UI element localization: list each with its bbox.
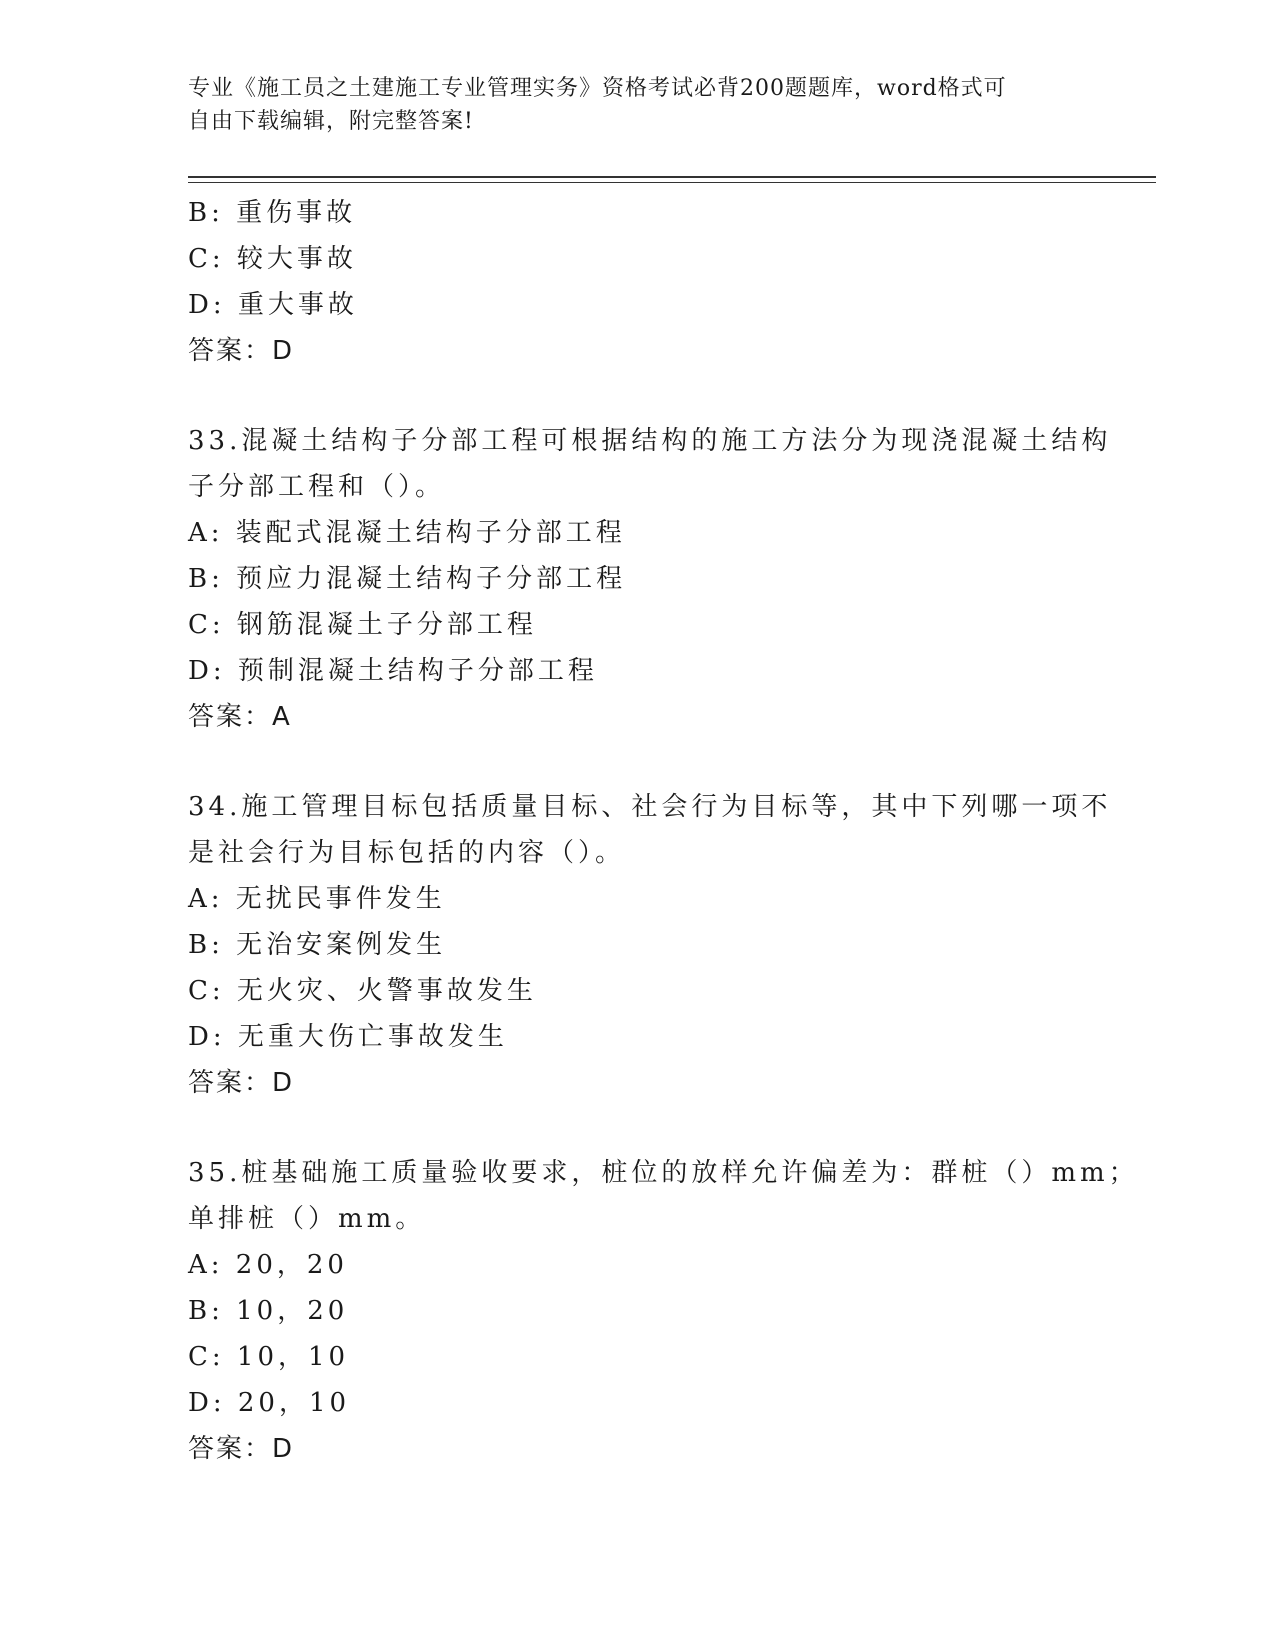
question-text-line: 33.混凝土结构子分部工程可根据结构的施工方法分为现浇混凝土结构	[188, 426, 1112, 456]
option-a: A: 无扰民事件发生	[188, 884, 446, 914]
question-text-line: 单排桩（）mm。	[188, 1204, 426, 1234]
question-text-line: 35.桩基础施工质量验收要求，桩位的放样允许偏差为：群桩（）mm；	[188, 1158, 1139, 1188]
option-d: D: 20，10	[188, 1388, 351, 1418]
question-32	[188, 190, 1088, 374]
header-line-1: 专业《施工员之土建施工专业管理实务》资格考试必背200题题库，word格式可	[188, 76, 1007, 101]
option-d: D: 重大事故	[188, 290, 358, 320]
option-c: C: 无火灾、火警事故发生	[188, 976, 537, 1006]
answer: 答案：D	[188, 1434, 295, 1464]
answer: 答案：A	[188, 702, 292, 732]
option-d: D: 无重大伤亡事故发生	[188, 1022, 508, 1052]
document-header	[188, 72, 1068, 138]
answer: 答案：D	[188, 1068, 295, 1098]
question-list	[188, 190, 1139, 1472]
option-b: B: 预应力混凝土结构子分部工程	[188, 564, 627, 594]
option-b: B: 无治安案例发生	[188, 930, 447, 960]
question-34	[188, 784, 1112, 1106]
header-divider-thin	[188, 182, 1156, 183]
option-d: D: 预制混凝土结构子分部工程	[188, 656, 598, 686]
question-text-line: 是社会行为目标包括的内容（）。	[188, 838, 626, 868]
answer: 答案：D	[188, 336, 295, 366]
option-b: B: 10，20	[188, 1296, 349, 1326]
question-text-line: 34.施工管理目标包括质量目标、社会行为目标等，其中下列哪一项不	[188, 792, 1112, 822]
option-c: C: 10，10	[188, 1342, 350, 1372]
option-a: A: 装配式混凝土结构子分部工程	[188, 518, 626, 548]
option-c: C: 钢筋混凝土子分部工程	[188, 610, 537, 640]
option-c: C: 较大事故	[188, 244, 357, 274]
option-a: A: 20，20	[188, 1250, 348, 1280]
header-divider-thick	[188, 176, 1156, 178]
option-b: B: 重伤事故	[188, 198, 357, 228]
question-35	[188, 1150, 1139, 1472]
header-line-2: 自由下载编辑，附完整答案!	[188, 109, 474, 134]
question-33	[188, 418, 1112, 740]
question-text-line: 子分部工程和（）。	[188, 472, 446, 502]
